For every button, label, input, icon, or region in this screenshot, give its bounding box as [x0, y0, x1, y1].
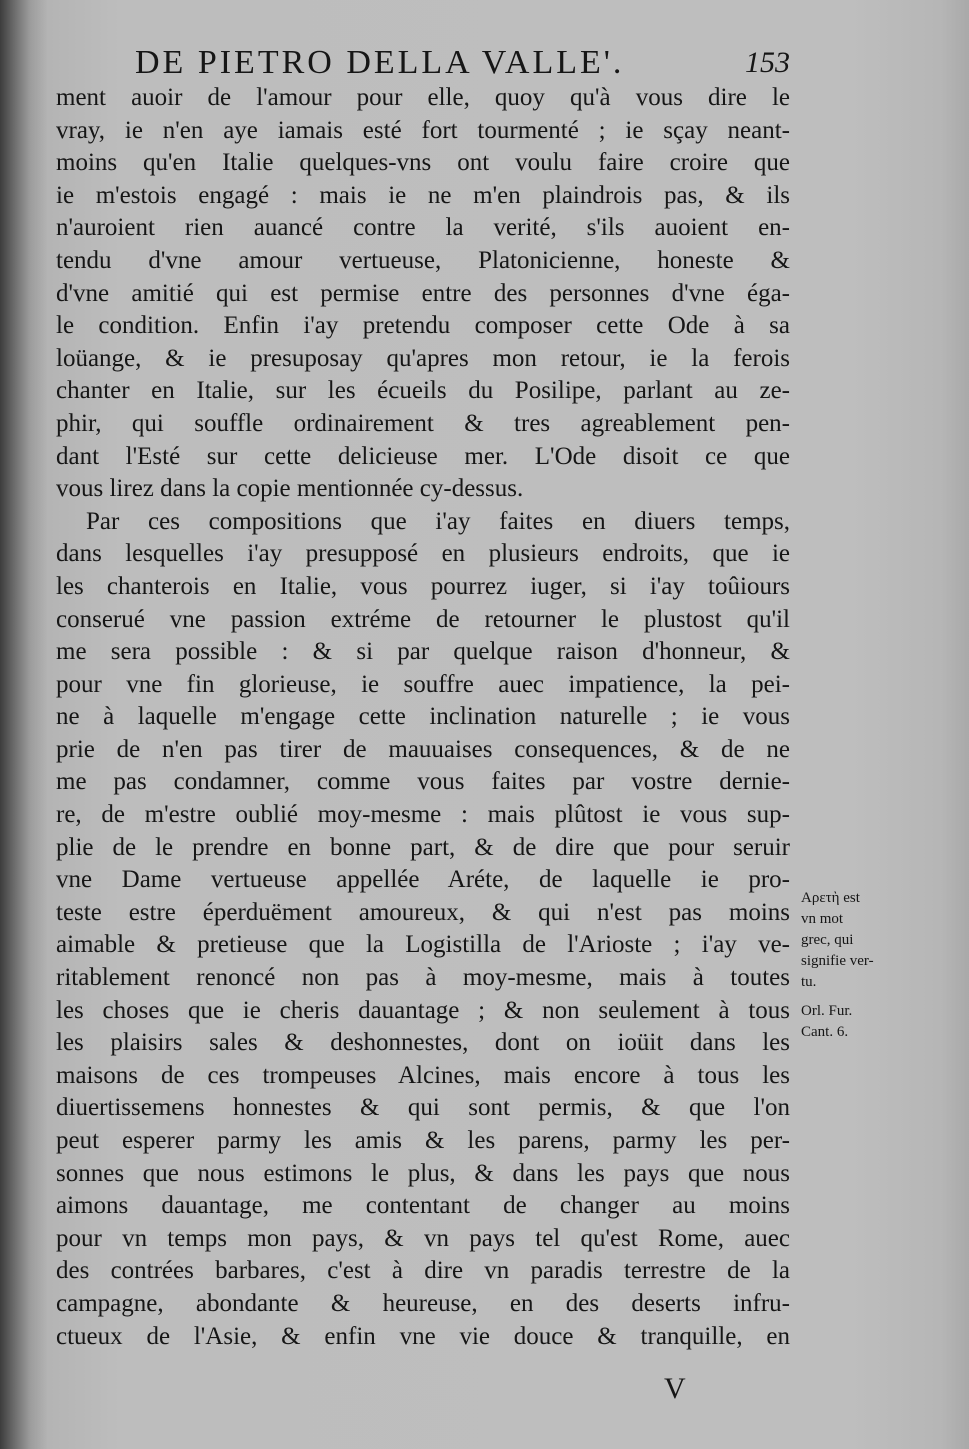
text-line: teste estre éperduëment amoureux, & qui n'est pas moins: [56, 898, 790, 926]
text-line: d'vne amitié qui est permise entre des personnes d'vne éga-: [56, 279, 790, 307]
text-line: ie m'estois engagé : mais ie ne m'en plaindrois pas, & ils: [56, 181, 790, 209]
page-number: 153: [745, 46, 790, 79]
text-line: me sera possible : & si par quelque raison d'honneur, &: [56, 638, 790, 666]
text-line: n'auroient rien auancé contre la verité, s'ils auoient en-: [56, 214, 790, 242]
text-line: sonnes que nous estimons le plus, & dans les pays que nous: [56, 1159, 790, 1187]
text-line: pour vn temps mon pays, & vn pays tel qu'est Rome, auec: [56, 1224, 790, 1252]
margin-note-line: tu.: [801, 974, 817, 990]
text-line: vne Dame vertueuse appellée Aréte, de laquelle ie pro-: [56, 866, 790, 894]
text-line: chanter en Italie, sur les écueils du Posilipe, parlant au ze-: [56, 377, 790, 405]
margin-note-line: Cant. 6.: [801, 1024, 849, 1040]
text-line: loüange, & ie presuposay qu'apres mon retour, ie la ferois: [56, 344, 790, 372]
text-line: les choses que ie cheris dauantage ; & non seulement à tous: [56, 996, 790, 1024]
margin-note-line: signifie ver-: [801, 953, 874, 969]
text-line: Par ces compositions que i'ay faites en diuers temps,: [86, 507, 790, 535]
text-line: ment auoir de l'amour pour elle, quoy qu'à vous dire le: [56, 84, 790, 111]
text-line: ne à laquelle m'engage cette inclination naturelle ; ie vous: [56, 703, 790, 731]
margin-note-line: vn mot: [801, 911, 844, 927]
margin-note-line: Orl. Fur.: [801, 1003, 853, 1019]
text-line: les plaisirs sales & deshonnestes, dont on ioüit dans les: [56, 1029, 790, 1057]
text-line: ctueux de l'Asie, & enfin vne vie douce & tranquille, en: [56, 1322, 790, 1350]
text-line: moins qu'en Italie quelques-vns ont voulu faire croire que: [56, 149, 790, 177]
text-line: re, de m'estre oublié moy-mesme : mais plûtost ie vous sup-: [56, 801, 790, 829]
text-line: plie de le prendre en bonne part, & de dire que pour seruir: [56, 833, 790, 861]
margin-note: [801, 888, 961, 1043]
text-line: dans lesquelles i'ay presupposé en plusieurs endroits, que ie: [56, 540, 790, 568]
text-line: me pas condamner, comme vous faites par vostre dernie-: [56, 768, 790, 796]
text-line: vray, ie n'en aye iamais esté fort tourmenté ; ie sçay neant-: [56, 116, 790, 144]
margin-note-line: grec, qui: [801, 932, 854, 948]
text-line: campagne, abondante & heureuse, en des deserts infru-: [56, 1289, 790, 1317]
text-line: le condition. Enfin i'ay pretendu composer cette Ode à sa: [56, 312, 790, 340]
body-text: [56, 82, 790, 1353]
text-line: conserué vne passion extréme de retourner le plustost qu'il: [56, 605, 790, 633]
text-line: diuertissemens honnestes & qui sont permis, & que l'on: [56, 1094, 790, 1122]
text-line: aimable & pretieuse que la Logistilla de l'Arioste ; i'ay ve-: [56, 931, 790, 959]
text-line: des contrées barbares, c'est à dire vn paradis terrestre de la: [56, 1257, 790, 1285]
running-title: DE PIETRO DELLA VALLE'.: [135, 44, 625, 81]
text-line: phir, qui souffle ordinairement & tres agreablement pen-: [56, 409, 790, 437]
text-line: aimons dauantage, me contentant de changer au moins: [56, 1192, 790, 1220]
text-line: les chanterois en Italie, vous pourrez iuger, si i'ay toûiours: [56, 572, 790, 600]
signature-mark: V: [664, 1372, 686, 1405]
text-line: tendu d'vne amour vertueuse, Platonicienne, honeste &: [56, 246, 790, 274]
text-line: prie de n'en pas tirer de mauuaises consequences, & de ne: [56, 735, 790, 763]
margin-note-line: Αρετὴ est: [801, 890, 860, 906]
text-line: dant l'Esté sur cette delicieuse mer. L'Ode disoit ce que: [56, 442, 790, 470]
text-line: ritablement renoncé non pas à moy-mesme, mais à toutes: [56, 964, 790, 992]
text-line: maisons de ces trompeuses Alcines, mais encore à tous les: [56, 1061, 790, 1089]
text-line: vous lirez dans la copie mentionnée cy-dessus.: [56, 475, 524, 503]
text-line: pour vne fin glorieuse, ie souffre auec impatience, la pei-: [56, 670, 790, 698]
text-line: peut esperer parmy les amis & les parens, parmy les per-: [56, 1127, 790, 1154]
